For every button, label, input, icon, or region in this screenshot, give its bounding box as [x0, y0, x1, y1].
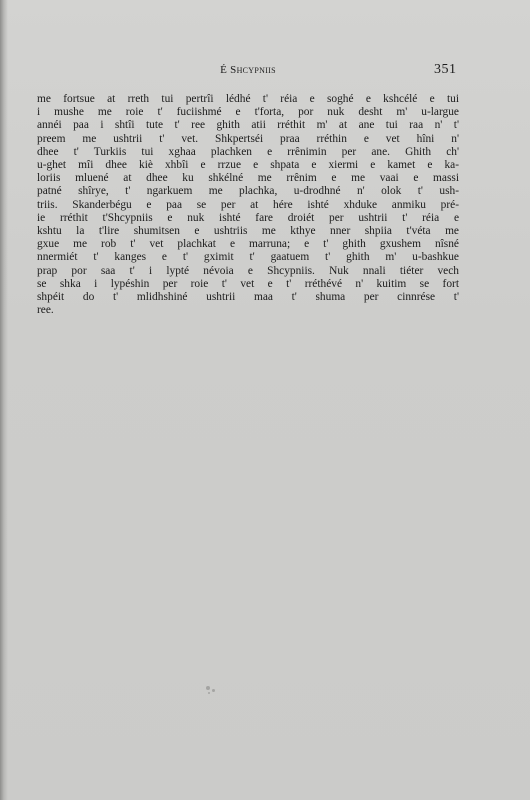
text-line: kshtu la t'lire shumitsen e ushtriis me kthye nner shpiia t'véta me	[37, 225, 459, 238]
text-line: i mushe me roie t' fuciishmé e t'forta, por nuk desht m' u-largue	[37, 106, 459, 119]
page-gutter-shadow	[0, 0, 8, 800]
text-line: me fortsue at rreth tui pertrîi lédhé t' réia e soghé e kshcélé e tui	[37, 93, 459, 105]
page-number: 351	[434, 62, 457, 77]
text-line: annéi paa i shtîi tute t' ree ghith atii rréthit m' at ane tui raa n' t'	[37, 119, 459, 132]
text-line: nnermiét t' kanges e t' gximit t' gaatuem t' ghith m' u-bashkue	[37, 251, 459, 264]
text-line: preem me ushtrii t' vet. Shkpertséi praa rréthin e vet hîni n'	[37, 132, 459, 145]
paper-speck	[212, 689, 215, 692]
text-line: loriis mluené at dhee ku shkélné me rrênim e me vaai e massi	[37, 172, 459, 185]
paper-speck	[206, 686, 210, 690]
text-line: u-ghet mîi dhee kiè xhbîi e rrzue e shpata e xiermi e kamet e ka-	[37, 159, 459, 172]
text-line: shpéit do t' mlidhshiné ushtrii maa t' shuma per cinnrése t'	[37, 291, 459, 304]
page-header	[37, 62, 459, 78]
text-line: se shka i lypéshin per roie t' vet e t' rréthévé n' kuitim se fort	[37, 277, 459, 290]
text-line: triis. Skanderbégu e paa se per at hére ishté xhduke anmiku pré-	[37, 198, 459, 211]
text-line: dhee t' Turkiis tui xghaa plachken e rrênimin per ane. Ghith ch'	[37, 145, 459, 158]
running-head-text: É Shcypniis	[220, 64, 276, 76]
body-paragraph	[37, 93, 459, 317]
text-line: prap por saa t' i lypté névoia e Shcypniis. Nuk nnali tiéter vech	[37, 264, 459, 277]
text-line: ree.	[37, 304, 54, 317]
paper-speck	[208, 692, 210, 694]
running-head	[37, 64, 459, 76]
text-line: patné shîrye, t' ngarkuem me plachka, u-drodhné n' olok t' ush-	[37, 185, 459, 198]
text-line: ie rréthit t'Shcypniis e nuk ishté fare droiét per ushtrii t' réia e	[37, 211, 459, 224]
text-line: gxue me rob t' vet plachkat e marruna; e t' ghith gxushem nîsné	[37, 238, 459, 251]
